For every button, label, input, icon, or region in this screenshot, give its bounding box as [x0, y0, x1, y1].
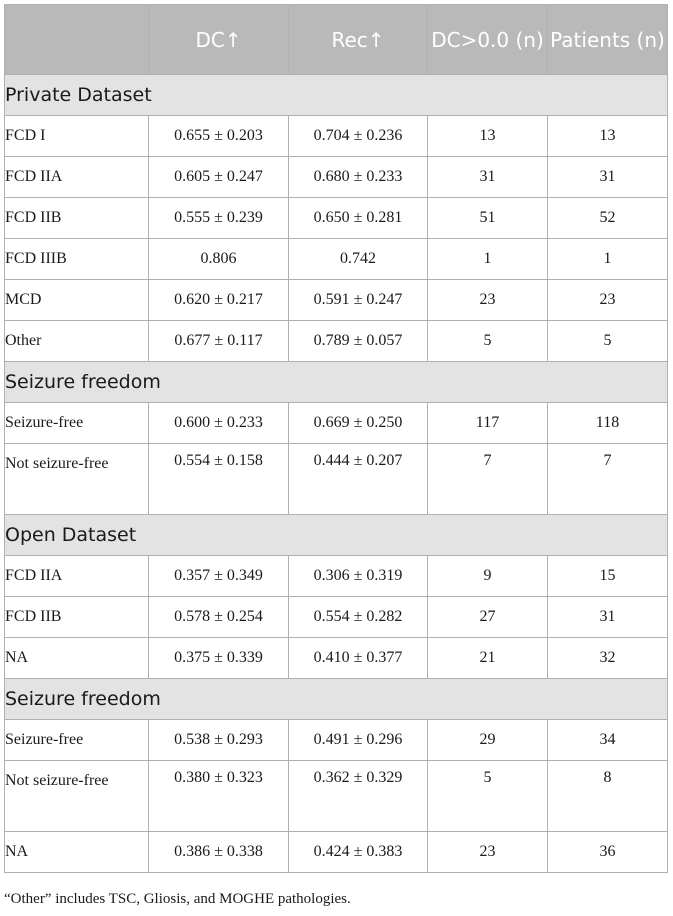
rec-value: 0.306 ± 0.319 — [289, 556, 428, 597]
table-row — [5, 116, 668, 157]
row-label: FCD I — [5, 116, 149, 157]
patients-count: 7 — [548, 444, 668, 515]
table-row — [5, 638, 668, 679]
row-label: MCD — [5, 280, 149, 321]
dc-count: 51 — [428, 198, 548, 239]
header-row-label — [5, 5, 149, 75]
table-row — [5, 720, 668, 761]
row-label: Not seizure-free — [5, 761, 149, 832]
dc-count: 5 — [428, 321, 548, 362]
row-label: Other — [5, 321, 149, 362]
rec-value: 0.650 ± 0.281 — [289, 198, 428, 239]
table-row — [5, 761, 668, 832]
dc-value: 0.386 ± 0.338 — [149, 832, 289, 873]
table-row — [5, 597, 668, 638]
dc-count: 23 — [428, 280, 548, 321]
dc-count: 31 — [428, 157, 548, 198]
dc-count: 23 — [428, 832, 548, 873]
row-label: NA — [5, 832, 149, 873]
dc-count: 21 — [428, 638, 548, 679]
patients-count: 1 — [548, 239, 668, 280]
rec-value: 0.591 ± 0.247 — [289, 280, 428, 321]
table-row — [5, 403, 668, 444]
dc-value: 0.806 — [149, 239, 289, 280]
dc-count: 29 — [428, 720, 548, 761]
patients-count: 52 — [548, 198, 668, 239]
table-row — [5, 239, 668, 280]
patients-count: 36 — [548, 832, 668, 873]
dc-value: 0.375 ± 0.339 — [149, 638, 289, 679]
table-row — [5, 321, 668, 362]
dc-value: 0.600 ± 0.233 — [149, 403, 289, 444]
patients-count: 32 — [548, 638, 668, 679]
table-row — [5, 444, 668, 515]
patients-count: 13 — [548, 116, 668, 157]
section-row — [5, 679, 668, 720]
header-row — [5, 5, 668, 75]
table-footnote: “Other” includes TSC, Gliosis, and MOGHE pathologies. — [4, 891, 351, 907]
rec-value: 0.410 ± 0.377 — [289, 638, 428, 679]
row-label: Seizure-free — [5, 720, 149, 761]
header-patients: Patients (n) — [548, 5, 668, 75]
row-label: FCD IIB — [5, 198, 149, 239]
dc-count: 5 — [428, 761, 548, 832]
dc-count: 13 — [428, 116, 548, 157]
patients-count: 15 — [548, 556, 668, 597]
rec-value: 0.669 ± 0.250 — [289, 403, 428, 444]
section-row — [5, 515, 668, 556]
table-row — [5, 556, 668, 597]
dc-value: 0.578 ± 0.254 — [149, 597, 289, 638]
header-rec: Rec↑ — [289, 5, 428, 75]
row-label: FCD IIB — [5, 597, 149, 638]
rec-value: 0.704 ± 0.236 — [289, 116, 428, 157]
section-title: Seizure freedom — [5, 362, 668, 403]
patients-count: 31 — [548, 157, 668, 198]
header-dc: DC↑ — [149, 5, 289, 75]
section-title: Seizure freedom — [5, 679, 668, 720]
rec-value: 0.554 ± 0.282 — [289, 597, 428, 638]
dc-count: 7 — [428, 444, 548, 515]
table-row — [5, 157, 668, 198]
dc-value: 0.555 ± 0.239 — [149, 198, 289, 239]
rec-value: 0.424 ± 0.383 — [289, 832, 428, 873]
section-row — [5, 362, 668, 403]
rec-value: 0.491 ± 0.296 — [289, 720, 428, 761]
dc-count: 27 — [428, 597, 548, 638]
dc-value: 0.605 ± 0.247 — [149, 157, 289, 198]
patients-count: 8 — [548, 761, 668, 832]
patients-count: 5 — [548, 321, 668, 362]
table-row — [5, 280, 668, 321]
row-label: NA — [5, 638, 149, 679]
section-title: Open Dataset — [5, 515, 668, 556]
section-title: Private Dataset — [5, 75, 668, 116]
section-row — [5, 75, 668, 116]
table-row — [5, 198, 668, 239]
dc-count: 1 — [428, 239, 548, 280]
rec-value: 0.789 ± 0.057 — [289, 321, 428, 362]
rec-value: 0.680 ± 0.233 — [289, 157, 428, 198]
patients-count: 118 — [548, 403, 668, 444]
dc-value: 0.538 ± 0.293 — [149, 720, 289, 761]
table-row — [5, 832, 668, 873]
patients-count: 23 — [548, 280, 668, 321]
row-label: FCD IIA — [5, 556, 149, 597]
dc-value: 0.677 ± 0.117 — [149, 321, 289, 362]
dc-value: 0.380 ± 0.323 — [149, 761, 289, 832]
dc-count: 9 — [428, 556, 548, 597]
row-label: FCD IIA — [5, 157, 149, 198]
patients-count: 31 — [548, 597, 668, 638]
rec-value: 0.444 ± 0.207 — [289, 444, 428, 515]
row-label: Seizure-free — [5, 403, 149, 444]
rec-value: 0.362 ± 0.329 — [289, 761, 428, 832]
dc-value: 0.357 ± 0.349 — [149, 556, 289, 597]
patients-count: 34 — [548, 720, 668, 761]
dc-value: 0.554 ± 0.158 — [149, 444, 289, 515]
row-label: Not seizure-free — [5, 444, 149, 515]
row-label: FCD IIIB — [5, 239, 149, 280]
dc-value: 0.620 ± 0.217 — [149, 280, 289, 321]
results-table — [4, 4, 668, 873]
rec-value: 0.742 — [289, 239, 428, 280]
header-dc-count: DC>0.0 (n) — [428, 5, 548, 75]
dc-count: 117 — [428, 403, 548, 444]
dc-value: 0.655 ± 0.203 — [149, 116, 289, 157]
